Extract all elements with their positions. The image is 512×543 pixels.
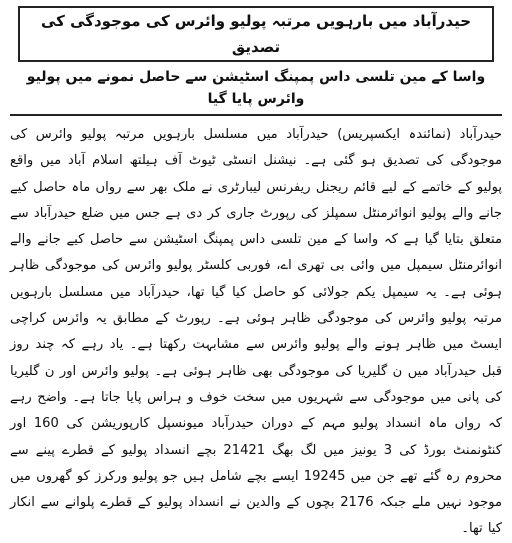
- article-paragraph: حیدرآباد (نمائندہ ایکسپریس) حیدرآباد میں مسلسل بارہویں مرتبہ پولیو وائرس کی موجودگی کی تصدیق ہو گئی ہے۔ نیشنل انسٹی ٹیوٹ آف ہیلتھ اسلام آباد میں واقع پولیو کے خاتمے کے لیے قائم ریجنل ریفرنس لیبارٹری نے ملک بھر سے رواں ماہ حاصل کیے جانے والے پولیو انوائرمنٹل سمپلز کی رپورٹ جاری کر دی ہے جس میں ضلع حیدرآباد سے متعلق بتایا گیا ہے کہ واسا کے مین تلسی داس پمپنگ اسٹیشن سے حاصل کیے جانے والے انوائرمنٹل سیمپل میں وائی بی تھری اے، فوربی کلسٹر پولیو وائرس کی موجودگی ظاہر ہوئی ہے۔ یہ سیمپل یکم جولائی کو حاصل کیا گیا تھا، حیدرآباد میں مسلسل بارہویں مرتبہ پولیو وائرس کی موجودگی ظاہر ہوئی ہے۔ رپورٹ کے مطابق یہ وائرس کراچی ایسٹ میں ظاہر ہونے والے پولیو وائرس سے مشابہت رکھتا ہے۔ یاد رہے کہ چند روز قبل حیدرآباد میں ن گلیریا کی موجودگی بھی ظاہر ہوئی ہے۔ پولیو وائرس اور ن گلیریا کی پانی میں موجودگی سے شہریوں میں سخت خوف و ہراس پایا جاتا ہے۔ واضح رہے کہ رواں ماہ انسداد پولیو مہم کے دوران حیدرآباد میونسپل کارپوریشن کی 160 اور کنٹونمنٹ بورڈ کی 3 یونیز میں لگ بھگ 21421 بچے انسداد پولیو کے قطرے پینے سے محروم رہ گئے تھے جن میں 19245 ایسے بچے شامل ہیں جو پولیو ورکرز کو گھروں میں موجود نہیں ملے جبکہ 2176 بچوں کے والدین نے انسداد پولیو کے قطرے پلوانے سے انکار کیا تھا۔: [10, 127, 502, 537]
- article-body: [10, 122, 502, 543]
- headline-box: [18, 6, 494, 62]
- headline: حیدرآباد میں بارہویں مرتبہ پولیو وائرس کی موجودگی کی تصدیق: [40, 12, 472, 56]
- subheadline: واسا کے مین تلسی داس پمپنگ اسٹیشن سے حاصل نمونے میں پولیو وائرس پایا گیا: [10, 66, 502, 116]
